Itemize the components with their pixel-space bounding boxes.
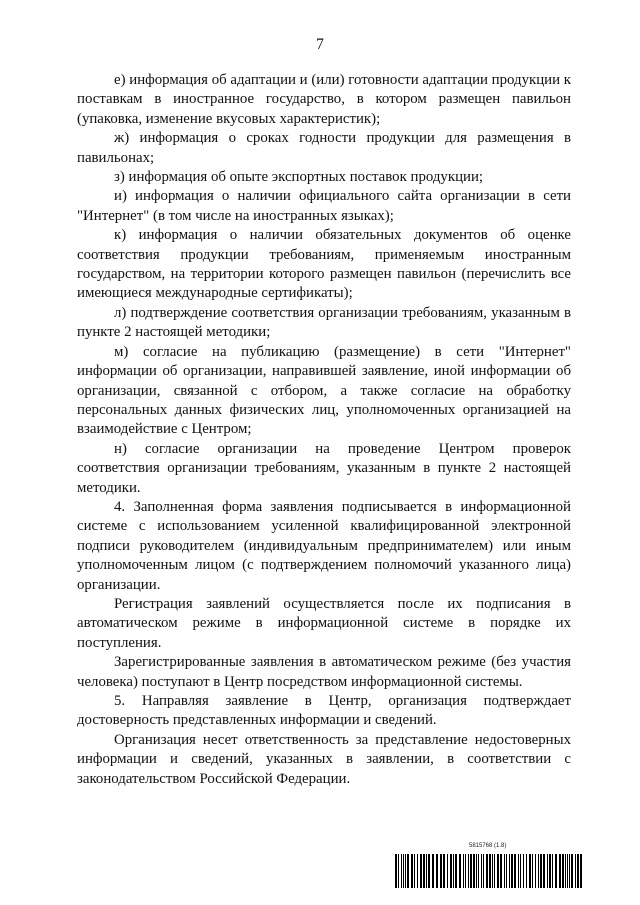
paragraph-item-zh: ж) информация о сроках годности продукции для размещения в павильонах;	[77, 130, 571, 166]
paragraph-section-4: 4. Заполненная форма заявления подписывается в информационной системе с использованием усиленной квалифицированной электронной подписи руководителем (индивидуальным предпринимателем) или иным уполномоченным лицом (с подтверждением полномочий указанного лица) организации.	[77, 498, 571, 593]
paragraph-item-l: л) подтверждение соответствия организации требованиям, указанным в пункте 2 настоящей методики;	[77, 304, 571, 341]
paragraph-item-k: к) информация о наличии обязательных документов об оценке соответствия продукции требованиям, применяемым иностранным государством, на территории которого размещен павильон (перечислить все имеющиеся международные сертификаты);	[77, 227, 571, 302]
page-number: 7	[316, 36, 324, 53]
paragraph-item-i: и) информация о наличии официального сайта организации в сети "Интернет" (в том числе на иностранных языках);	[77, 188, 571, 224]
paragraph-item-z: з) информация об опыте экспортных поставок продукции;	[114, 169, 484, 186]
paragraph-registered-applications: Зарегистрированные заявления в автоматическом режиме (без участия человека) поступают в Центр посредством информационной системы.	[77, 654, 571, 690]
paragraph-item-n: н) согласие организации на проведение Центром проверок соответствия организации требованиям, указанным в пункте 2 настоящей методики.	[77, 440, 571, 496]
paragraph-registration: Регистрация заявлений осуществляется после их подписания в автоматическом режиме в информационной системе в порядке их поступления.	[77, 595, 571, 651]
paragraph-item-m: м) согласие на публикацию (размещение) в сети "Интернет" информации об организации, направившей заявление, иной информации об организации, связанной с отбором, а также согласие на обработку персональных данных физических лиц, уполномоченных организацией на взаимодействие с Центром;	[77, 343, 571, 438]
paragraph-responsibility: Организация несет ответственность за представление недостоверных информации и сведений, указанных в заявлении, в соответствии с законодательством Российской Федерации.	[77, 731, 571, 787]
barcode-label: 5815768 (1.8)	[469, 843, 507, 849]
paragraph-item-e: е) информация об адаптации и (или) готовности адаптации продукции к поставкам в иностранное государство, в котором размещен павильон (упаковка, изменение вкусовых характеристик);	[77, 72, 571, 127]
barcode-icon	[395, 854, 583, 888]
document-barcode	[395, 843, 585, 895]
paragraph-section-5: 5. Направляя заявление в Центр, организация подтверждает достоверность представленных информации и сведений.	[77, 693, 571, 729]
document-body	[77, 71, 571, 789]
